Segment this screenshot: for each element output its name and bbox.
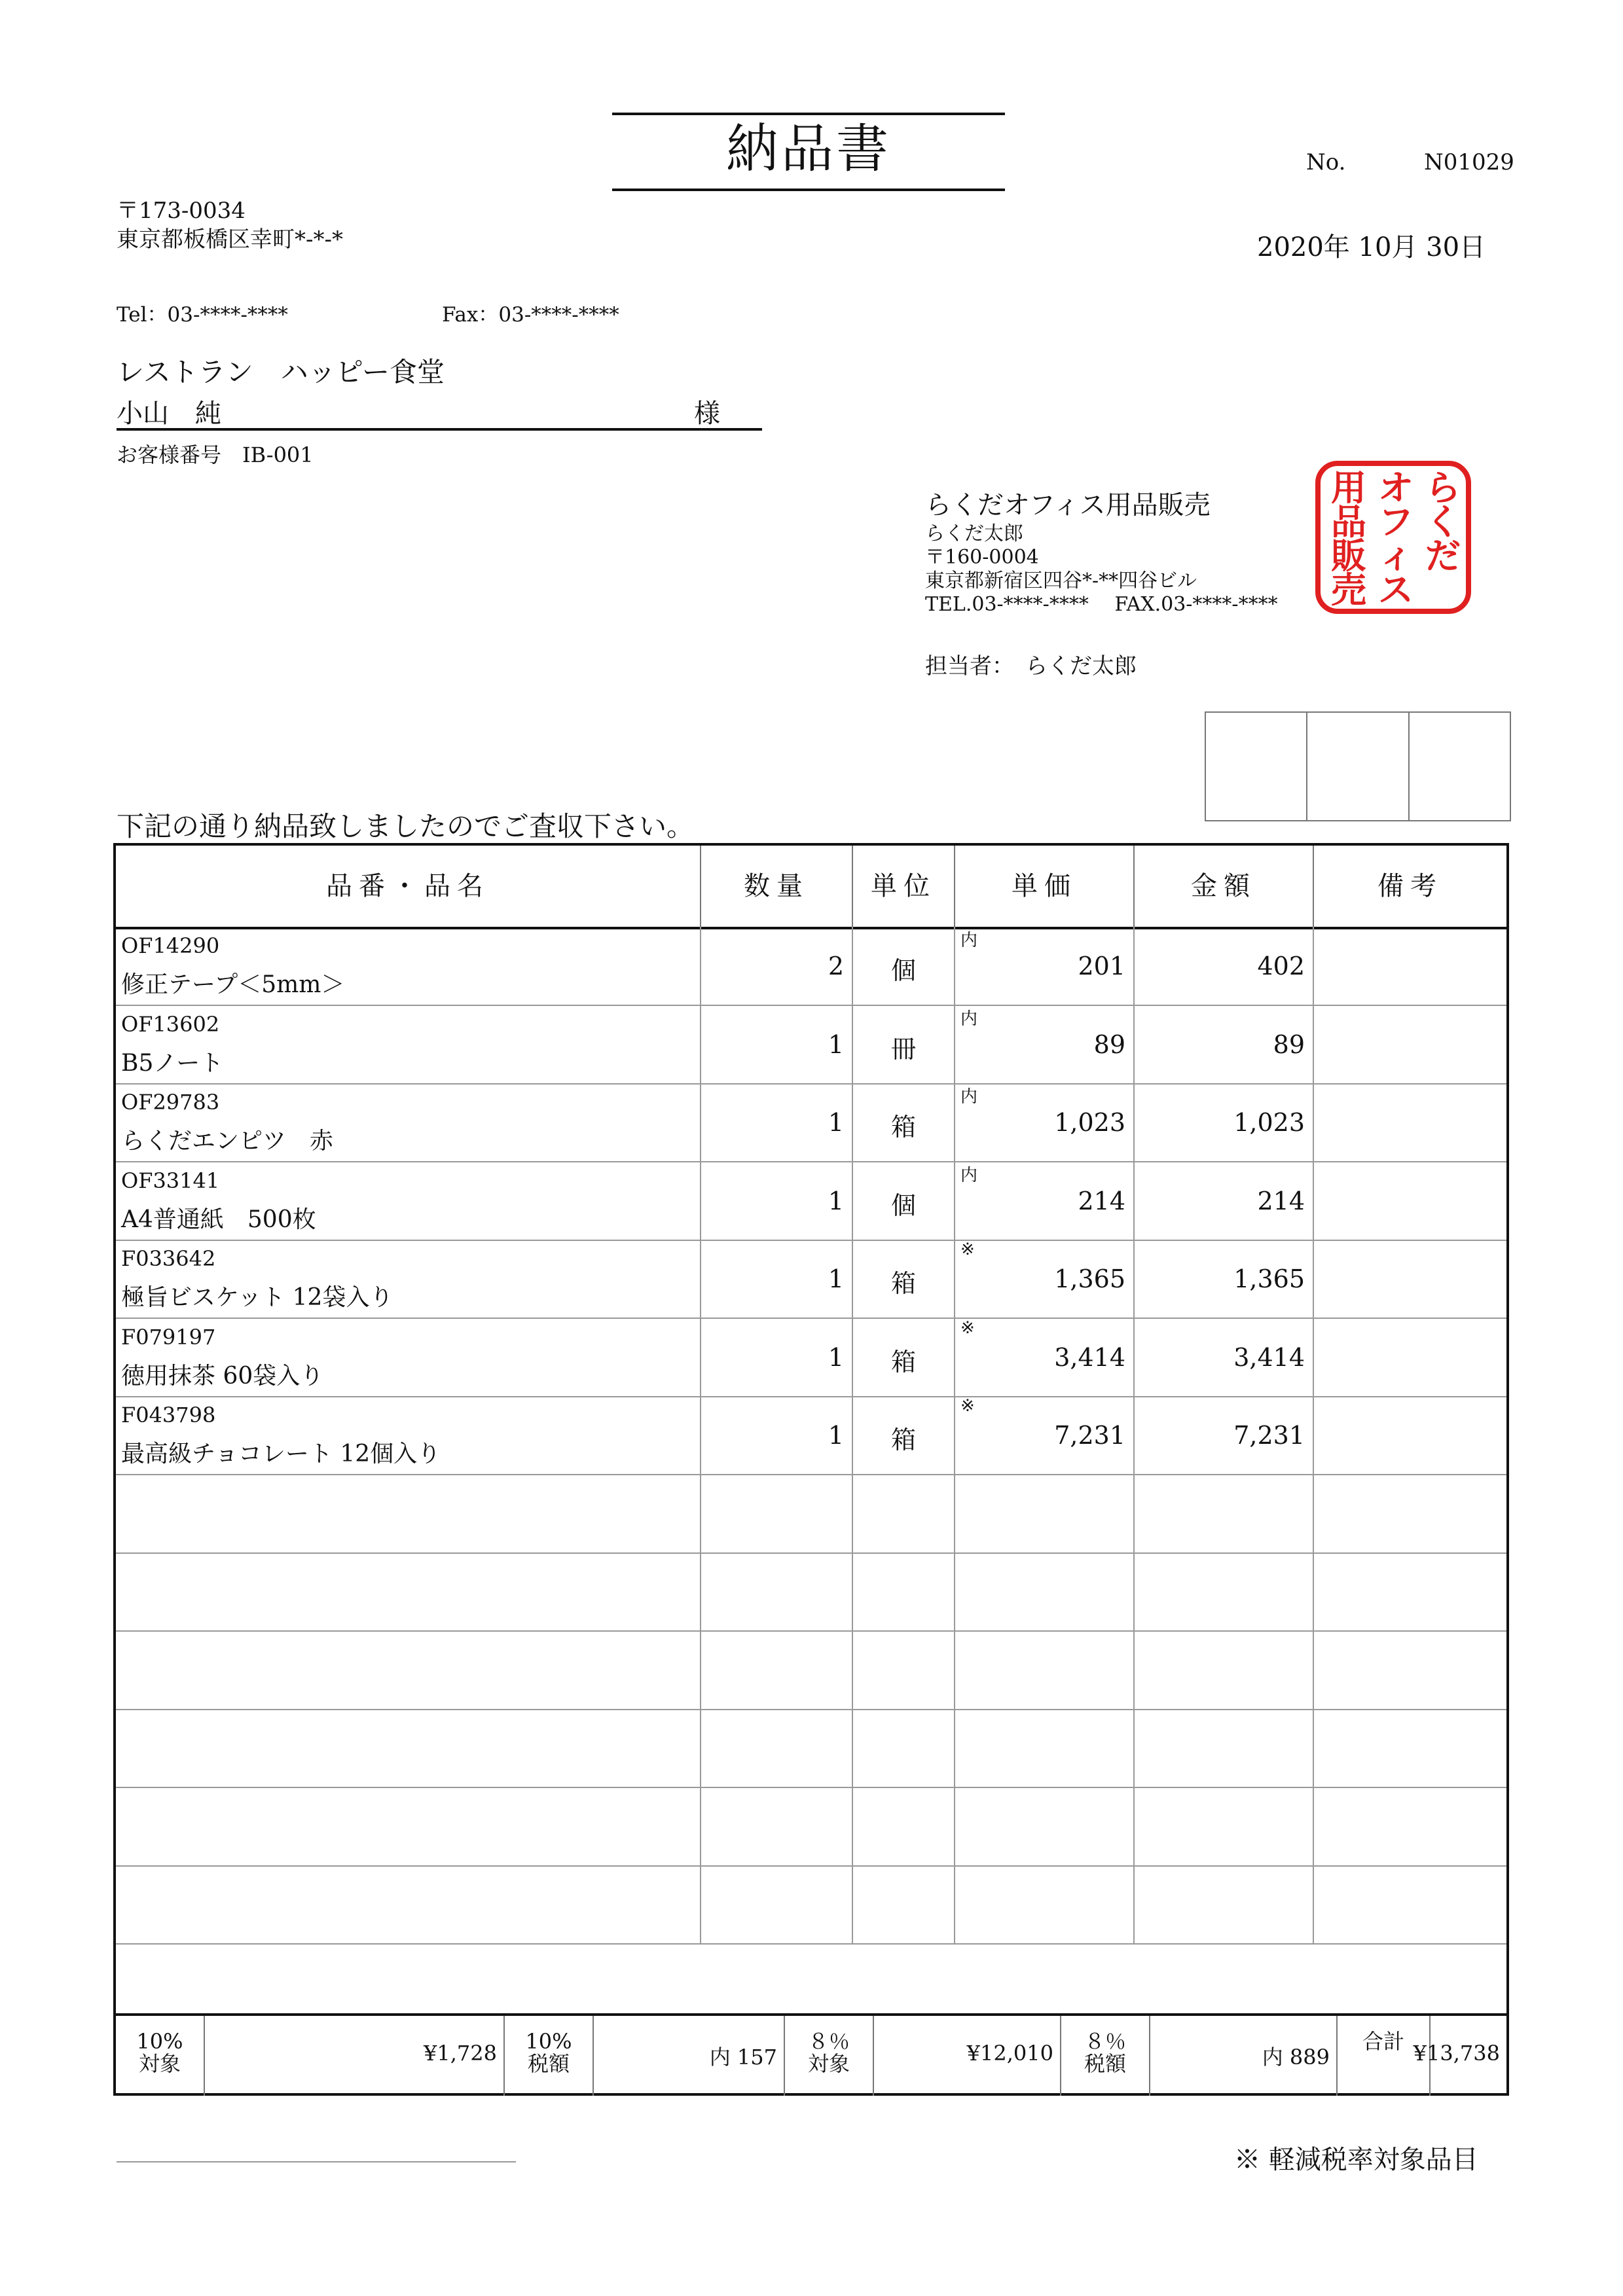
cell-remarks	[1314, 1631, 1506, 1709]
item-unit: 冊	[890, 1034, 916, 1064]
item-name: 徳用抹茶 60袋入り	[121, 1362, 324, 1390]
stamp-column	[1372, 467, 1420, 611]
cell-amount	[1135, 1709, 1314, 1787]
label-line: 10%	[525, 2029, 572, 2054]
cell-qty	[701, 1240, 853, 1318]
item-code: OF13602	[121, 1011, 220, 1037]
stamp-glyph: く	[1425, 501, 1461, 543]
stamp-glyph: 販	[1331, 535, 1366, 577]
item-amount: 402	[1257, 952, 1305, 980]
value-8-tax	[1150, 2016, 1338, 2096]
label-line: 対象	[138, 2051, 181, 2076]
stamp-glyph: ス	[1378, 569, 1413, 611]
cell-price	[955, 1709, 1135, 1787]
cell-remarks	[1314, 1709, 1506, 1787]
document-number-value: N01029	[1424, 149, 1514, 175]
label-8-target	[785, 2016, 874, 2096]
cell-remarks	[1314, 1240, 1506, 1318]
cell-qty	[701, 1318, 853, 1396]
item-name: 最高級チョコレート 12個入り	[121, 1441, 441, 1467]
label-10-target	[116, 2016, 205, 2096]
item-name: 極旨ビスケット 12袋入り	[121, 1284, 393, 1311]
item-unit: 箱	[890, 1347, 916, 1376]
stamp-column	[1324, 467, 1373, 611]
item-amount: 214	[1257, 1186, 1305, 1215]
table-row	[116, 1396, 1506, 1475]
tax-mark: 内	[960, 1087, 978, 1107]
cell-amount	[1135, 1475, 1314, 1552]
cell-amount	[1135, 1083, 1314, 1161]
cell-price	[955, 1787, 1135, 1865]
label-line: 合計	[1362, 2029, 1404, 2054]
sender-company: らくだオフィス用品販売	[925, 490, 1211, 520]
cell-item	[116, 1865, 701, 1943]
item-name: 修正テープ＜5mm＞	[121, 971, 345, 998]
label-line: 10%	[136, 2029, 183, 2054]
cell-item	[116, 1787, 701, 1865]
signature-line	[117, 2161, 516, 2162]
cell-amount	[1135, 1631, 1314, 1709]
item-code: OF14290	[121, 933, 220, 958]
item-amount: 7,231	[1233, 1421, 1305, 1450]
cell-amount	[1135, 1240, 1314, 1318]
item-amount: 3,414	[1233, 1342, 1305, 1372]
delivery-table	[113, 843, 1509, 2096]
table-row	[116, 1787, 1506, 1867]
reduced-tax-note: ※ 軽減税率対象品目	[1234, 2145, 1478, 2175]
cell-item	[116, 1005, 701, 1083]
item-amount: 1,023	[1233, 1108, 1305, 1137]
cell-qty	[701, 927, 853, 1005]
recipient-company: レストラン ハッピー食堂	[117, 356, 445, 388]
item-qty: 1	[828, 1030, 844, 1059]
cell-price	[955, 1865, 1135, 1943]
value-10-target	[205, 2016, 505, 2096]
cell-unit	[853, 1787, 955, 1865]
stamp-glyph: 用	[1331, 467, 1366, 509]
cell-price	[955, 927, 1135, 1005]
cell-unit	[853, 1083, 955, 1161]
tax-mark: ※	[960, 1318, 975, 1338]
header-qty: 数量	[701, 846, 853, 927]
recipient-person-line	[117, 393, 762, 431]
cell-qty	[701, 1005, 853, 1083]
cell-amount	[1135, 1005, 1314, 1083]
recipient-address: 東京都板橋区幸町*-*-*	[117, 226, 343, 253]
tax-mark: 内	[960, 1009, 978, 1029]
item-code: F043798	[121, 1403, 216, 1427]
recipient-fax: Fax：03-****-****	[442, 303, 619, 327]
item-unit: 箱	[890, 1113, 916, 1141]
cell-remarks	[1314, 1083, 1506, 1161]
label-line: 税額	[1084, 2051, 1126, 2076]
label-line: 税額	[527, 2051, 570, 2076]
cell-amount	[1135, 1865, 1314, 1943]
cell-price	[955, 1396, 1135, 1474]
cell-qty	[701, 1475, 853, 1552]
cell-unit	[853, 1318, 955, 1396]
value-8-target	[874, 2016, 1061, 2096]
cell-qty	[701, 1709, 853, 1787]
item-qty: 1	[828, 1108, 844, 1137]
customer-number: お客様番号 IB-001	[117, 442, 314, 467]
cell-unit	[853, 1709, 955, 1787]
sender-telfax: TEL.03-****-**** FAX.03-****-****	[925, 593, 1278, 616]
recipient-honorific: 様	[694, 399, 720, 429]
cell-item	[116, 1709, 701, 1787]
table-header	[116, 846, 1506, 929]
cell-price	[955, 1475, 1135, 1552]
cell-remarks	[1314, 1865, 1506, 1943]
tax-mark: 内	[960, 1165, 978, 1185]
sender-zip: 〒160-0004	[925, 546, 1039, 569]
cell-item	[116, 1162, 701, 1240]
cell-amount	[1135, 1552, 1314, 1630]
cell-price	[955, 1083, 1135, 1161]
cell-amount	[1135, 1396, 1314, 1474]
item-amount: 89	[1273, 1030, 1305, 1059]
stamp-glyph: 品	[1331, 501, 1366, 543]
cell-qty	[701, 1552, 853, 1630]
table-row	[116, 1240, 1506, 1319]
cell-remarks	[1314, 1787, 1506, 1865]
header-price: 単価	[955, 846, 1135, 927]
value-10-tax	[594, 2016, 785, 2096]
item-price: 89	[1093, 1030, 1125, 1059]
cell-item	[116, 927, 701, 1005]
stamp-glyph: だ	[1425, 535, 1461, 577]
cell-unit	[853, 1162, 955, 1240]
item-code: F079197	[121, 1324, 216, 1350]
cell-remarks	[1314, 1475, 1506, 1552]
cell-unit	[853, 927, 955, 1005]
item-code: OF29783	[121, 1090, 220, 1115]
person-in-charge: 担当者： らくだ太郎	[925, 653, 1137, 679]
table-row	[116, 1162, 1506, 1241]
cell-item	[116, 1552, 701, 1630]
cell-price	[955, 1162, 1135, 1240]
cell-price	[955, 1005, 1135, 1083]
totals-row	[116, 2013, 1506, 2096]
item-name: らくだエンピツ 赤	[121, 1128, 334, 1155]
cell-remarks	[1314, 1005, 1506, 1083]
cell-item	[116, 1475, 701, 1552]
item-price: 214	[1078, 1186, 1125, 1215]
item-price: 201	[1078, 952, 1125, 980]
stamp-glyph: 売	[1331, 569, 1366, 611]
cell-amount	[1135, 1318, 1314, 1396]
cell-price	[955, 1552, 1135, 1630]
cell-item	[116, 1396, 701, 1474]
cell-remarks	[1314, 927, 1506, 1005]
cell-item	[116, 1240, 701, 1318]
header-remarks: 備考	[1377, 871, 1443, 901]
cell-qty	[701, 1396, 853, 1474]
table-row	[116, 927, 1506, 1006]
value-10-tax-text: 内 157	[709, 2045, 777, 2070]
cell-qty	[701, 1083, 853, 1161]
table-row	[116, 1318, 1506, 1397]
cell-item	[116, 1318, 701, 1396]
header-unit: 単位	[853, 846, 955, 927]
item-unit: 個	[890, 956, 916, 985]
item-price: 1,023	[1054, 1108, 1125, 1137]
cell-item	[116, 1631, 701, 1709]
item-unit: 箱	[890, 1269, 916, 1298]
item-code: OF33141	[121, 1168, 220, 1193]
approval-boxes	[1205, 711, 1511, 821]
document-title: 納品書	[612, 113, 1005, 191]
approval-box	[1410, 713, 1510, 820]
table-row	[116, 1709, 1506, 1788]
recipient-person: 小山 純	[117, 399, 221, 429]
value-8-target-text: ¥12,010	[966, 2041, 1053, 2066]
cell-qty	[701, 1631, 853, 1709]
cell-price	[955, 1318, 1135, 1396]
item-name: B5ノート	[121, 1049, 224, 1077]
item-unit: 箱	[890, 1426, 916, 1454]
cell-unit	[853, 1475, 955, 1552]
document-number	[1306, 149, 1514, 175]
cell-remarks	[1314, 1162, 1506, 1240]
tax-mark: ※	[960, 1240, 975, 1259]
item-qty: 1	[828, 1342, 844, 1372]
table-row	[116, 1475, 1506, 1554]
cell-item	[116, 1083, 701, 1161]
cell-amount	[1135, 927, 1314, 1005]
item-name: A4普通紙 500枚	[121, 1206, 316, 1233]
cell-price	[955, 1631, 1135, 1709]
cell-price	[955, 1240, 1135, 1318]
company-seal-stamp	[1315, 461, 1471, 614]
intro-text: 下記の通り納品致しましたのでご査収下さい。	[117, 810, 695, 842]
document-number-label: No.	[1306, 149, 1346, 175]
item-unit: 個	[890, 1191, 916, 1220]
cell-qty	[701, 1787, 853, 1865]
approval-box	[1206, 713, 1307, 820]
sender-address: 東京都新宿区四谷*-**四谷ビル	[925, 569, 1197, 592]
item-amount: 1,365	[1233, 1265, 1305, 1293]
item-price: 7,231	[1054, 1421, 1125, 1450]
cell-unit	[853, 1005, 955, 1083]
item-qty: 1	[828, 1421, 844, 1450]
cell-amount	[1135, 1787, 1314, 1865]
stamp-glyph: ら	[1425, 467, 1461, 509]
recipient-zip: 〒173-0034	[117, 198, 246, 224]
cell-unit	[853, 1631, 955, 1709]
cell-unit	[853, 1396, 955, 1474]
tax-mark: ※	[960, 1396, 975, 1416]
cell-remarks	[1314, 1318, 1506, 1396]
table-row	[116, 1631, 1506, 1710]
header-amount: 金額	[1135, 846, 1314, 927]
stamp-glyph: ィ	[1378, 535, 1413, 577]
stamp-glyph: フ	[1378, 501, 1413, 543]
value-total	[1413, 2016, 1506, 2096]
value-8-tax-text: 内 889	[1262, 2045, 1330, 2070]
item-qty: 2	[828, 952, 844, 980]
item-price: 3,414	[1054, 1342, 1125, 1372]
approval-box	[1307, 713, 1409, 820]
value-total-text: ¥13,738	[1413, 2041, 1500, 2066]
stamp-column	[1419, 467, 1467, 577]
cell-unit	[853, 1552, 955, 1630]
label-line: 対象	[807, 2051, 850, 2076]
item-price: 1,365	[1054, 1265, 1125, 1293]
label-line: ８％	[807, 2029, 850, 2054]
issue-date: 2020年 10月 30日	[1257, 232, 1486, 262]
item-qty: 1	[828, 1265, 844, 1293]
stamp-glyph: オ	[1378, 467, 1413, 509]
item-code: F033642	[121, 1246, 216, 1271]
table-row	[116, 1083, 1506, 1162]
cell-amount	[1135, 1162, 1314, 1240]
label-line: ８％	[1084, 2029, 1126, 2054]
cell-remarks	[1314, 1552, 1506, 1630]
cell-remarks	[1314, 1396, 1506, 1474]
recipient-tel: Tel：03-****-****	[117, 303, 288, 327]
sender-person: らくだ太郎	[925, 522, 1023, 545]
cell-unit	[853, 1240, 955, 1318]
value-10-target-text: ¥1,728	[424, 2041, 497, 2066]
cell-unit	[853, 1865, 955, 1943]
label-10-tax	[505, 2016, 594, 2096]
table-row	[116, 1005, 1506, 1085]
item-qty: 1	[828, 1186, 844, 1215]
tax-mark: 内	[960, 931, 978, 950]
cell-qty	[701, 1162, 853, 1240]
table-row	[116, 1552, 1506, 1632]
header-item: 品番・品名	[116, 846, 701, 927]
table-row	[116, 1865, 1506, 1945]
label-8-tax	[1061, 2016, 1150, 2096]
cell-qty	[701, 1865, 853, 1943]
